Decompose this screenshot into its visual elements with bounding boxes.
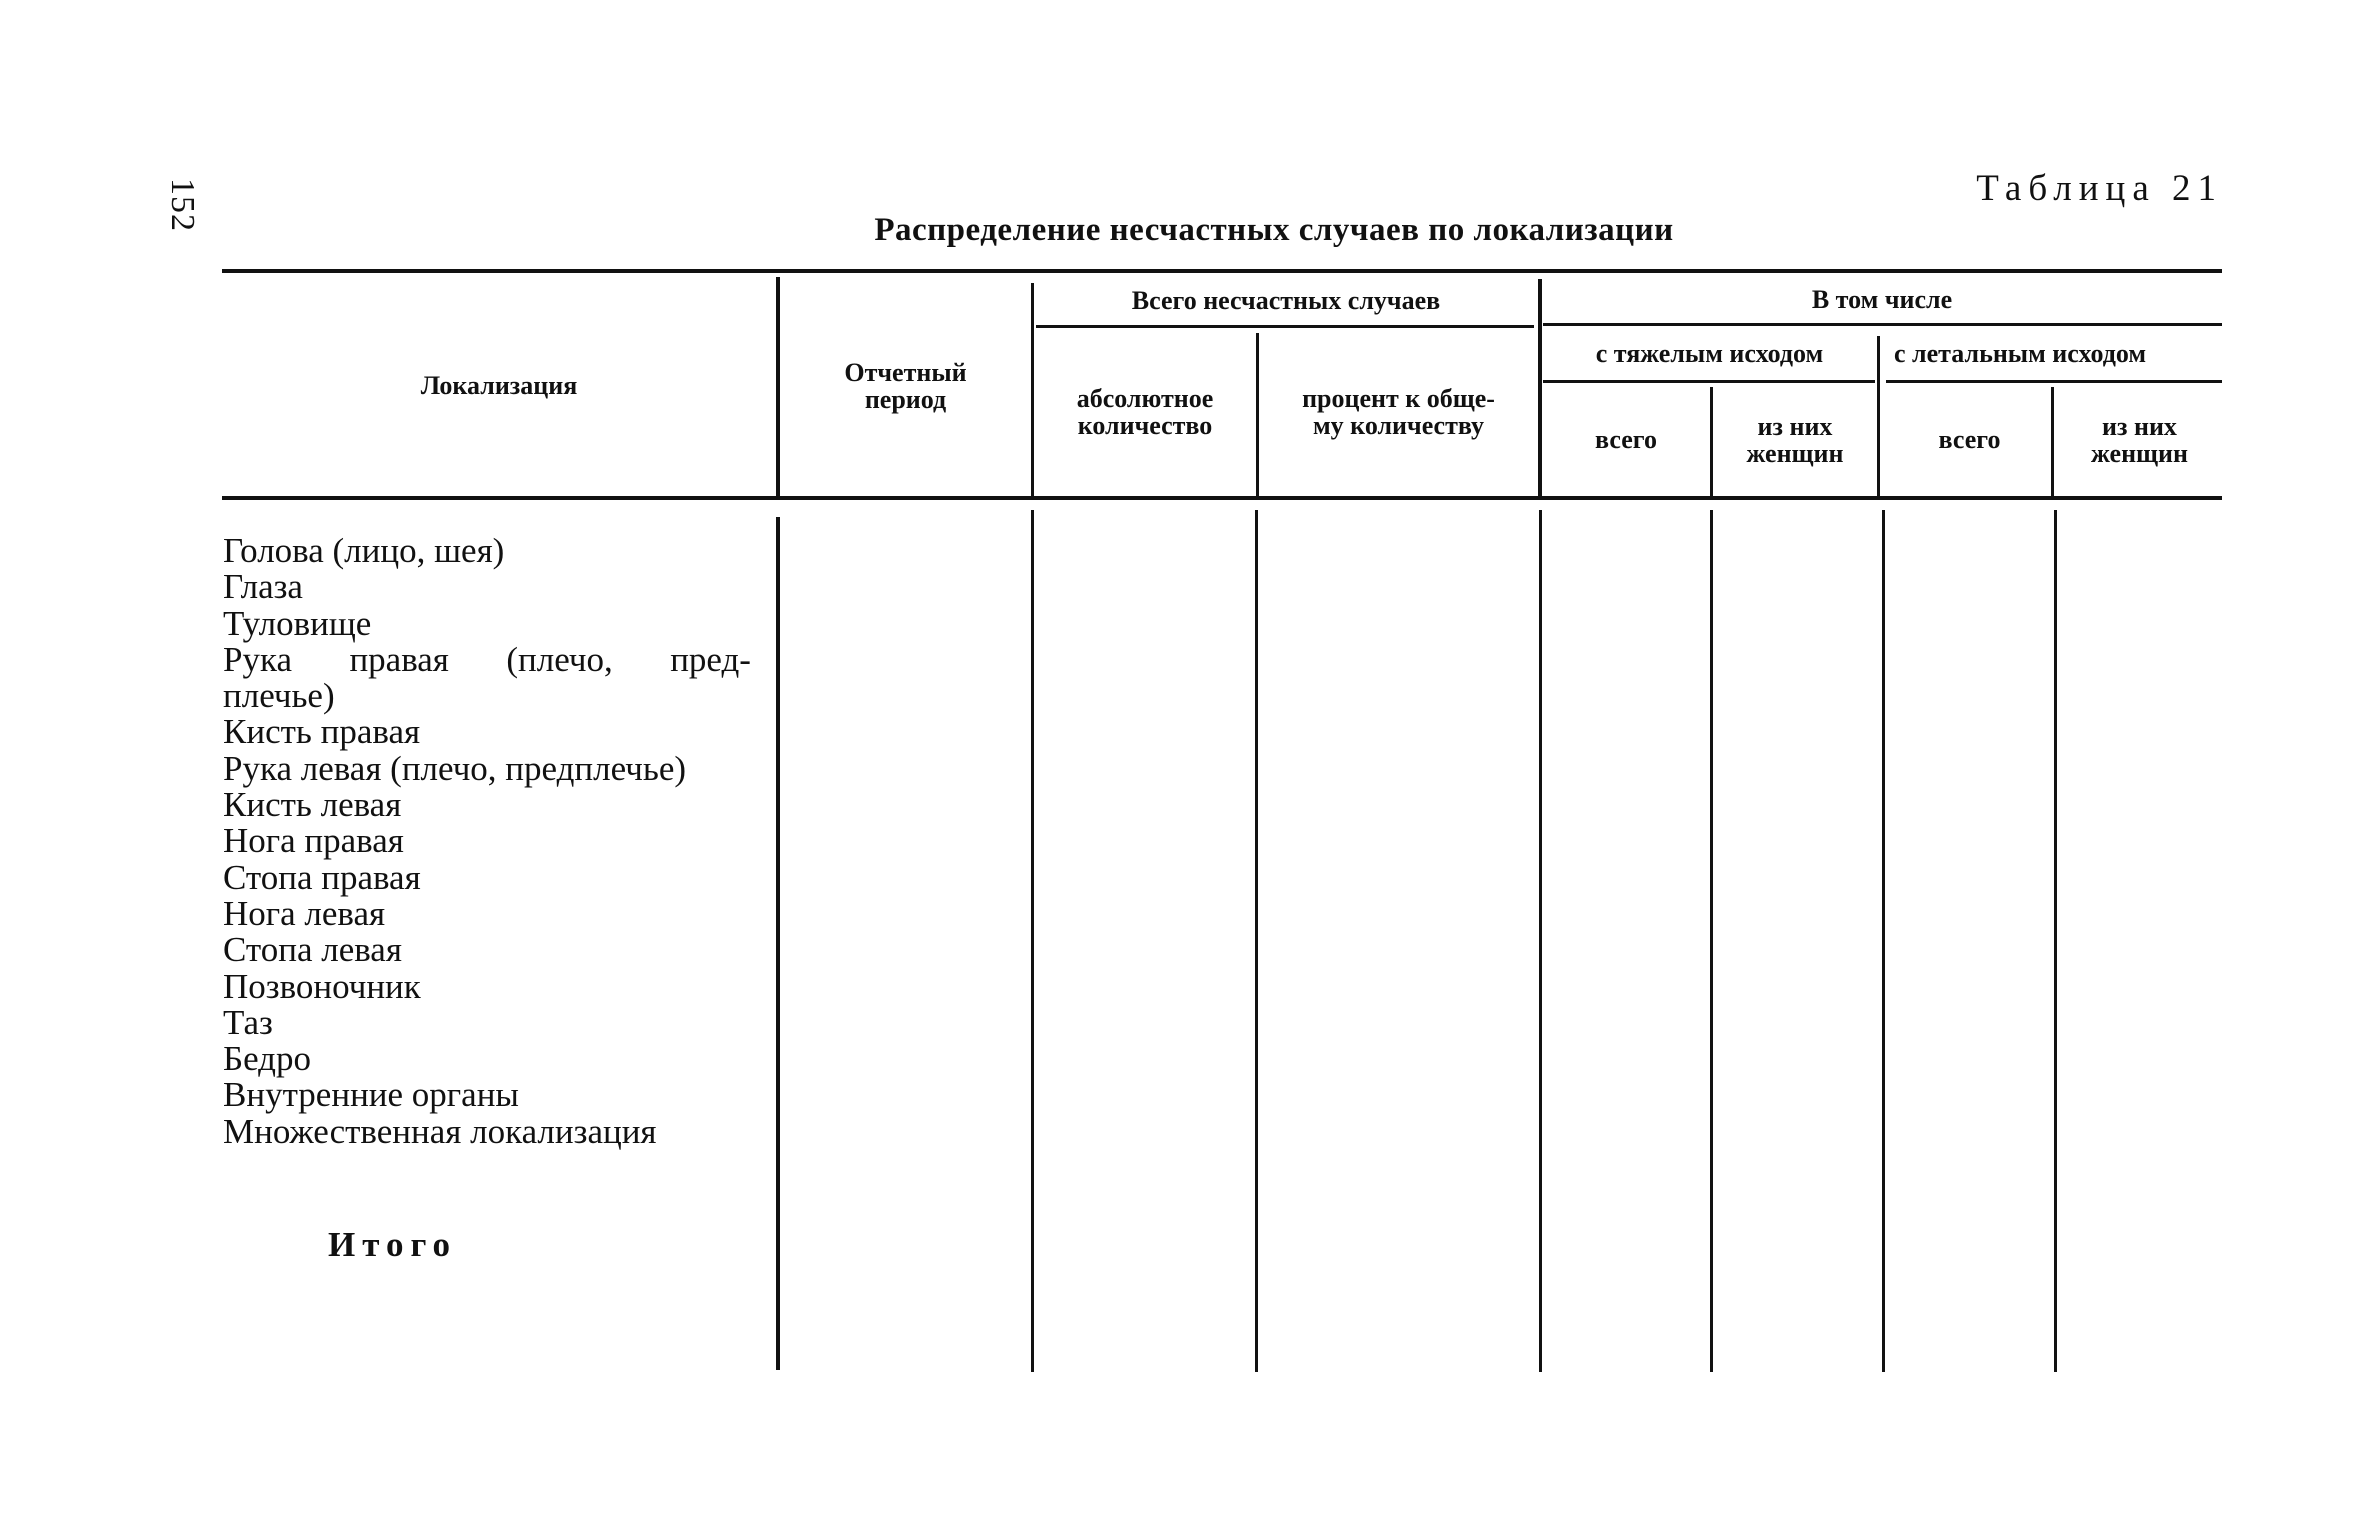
row-label: Бедро xyxy=(223,1039,311,1079)
row-label: Кисть левая xyxy=(223,785,402,825)
header-localization: Локализация xyxy=(420,371,578,400)
table-title: Распределение несчастных случаев по локализации xyxy=(874,212,1674,248)
row-label: Рука левая (плечо, предплечье) xyxy=(223,748,687,788)
header-severe-all: всего xyxy=(1595,425,1657,454)
row-label: Внутренние органы xyxy=(223,1075,519,1115)
header-absolute: абсолютное количество xyxy=(1076,384,1214,440)
body-vline-5 xyxy=(1710,510,1713,1372)
page-number: 152 xyxy=(164,178,201,232)
row-label: Таз xyxy=(223,1002,273,1042)
row-label: Нога левая xyxy=(223,893,386,933)
row-label-word: правая xyxy=(349,639,449,679)
header-lethal: с летальным исходом xyxy=(1894,338,2147,368)
row-label-word: (плечо, xyxy=(506,639,613,679)
row-label: Туловище xyxy=(223,603,372,643)
row-label: Голова (лицо, шея) xyxy=(223,531,505,570)
body-vline-1 xyxy=(776,517,780,1370)
body-vline-6 xyxy=(1882,510,1885,1372)
header-percent: процент к обще- му количеству xyxy=(1302,384,1495,440)
row-label: Кисть правая xyxy=(223,712,421,752)
row-label-word: Рука xyxy=(223,639,292,679)
body-vline-7 xyxy=(2054,510,2057,1372)
row-label-justified xyxy=(223,639,751,679)
total-label: Итого xyxy=(328,1225,457,1264)
header-severe-women: из них женщин xyxy=(1746,411,1844,468)
header-severe: с тяжелым исходом xyxy=(1595,338,1824,368)
body-vline-3 xyxy=(1255,510,1258,1372)
header-period: Отчетный период xyxy=(844,357,967,414)
row-label-word: пред- xyxy=(670,639,751,679)
row-label: Стопа правая xyxy=(223,857,421,897)
body-vline-4 xyxy=(1539,510,1542,1372)
row-label: плечье) xyxy=(223,676,335,716)
row-label: Глаза xyxy=(223,567,303,607)
header-including-group: В том числе xyxy=(1811,284,1953,314)
table-label: Таблица 21 xyxy=(1976,168,2223,209)
body-vline-2 xyxy=(1031,510,1034,1372)
header-total-group: Всего несчастных случаев xyxy=(1131,285,1441,315)
header-lethal-women: из них женщин xyxy=(2091,411,2188,468)
row-label: Множественная локализация xyxy=(223,1111,657,1151)
row-label: Позвоночник xyxy=(223,966,421,1006)
row-label: Нога правая xyxy=(223,821,404,861)
header-lethal-all: всего xyxy=(1938,425,2001,454)
row-labels xyxy=(223,533,753,1150)
row-label: Стопа левая xyxy=(223,930,402,970)
header-bottom-rule xyxy=(222,496,2222,500)
top-rule xyxy=(222,269,2222,273)
